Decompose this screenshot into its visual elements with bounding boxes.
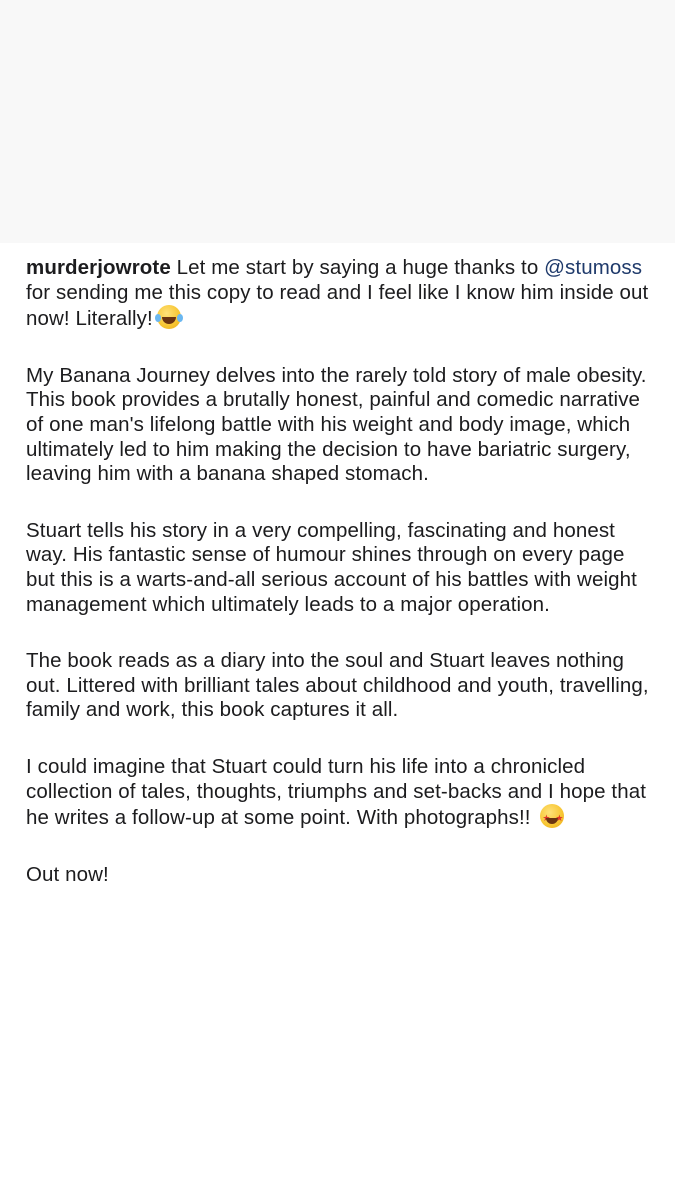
caption-text: for sending me this copy to read and I feel like I know him inside out now! Literally! <box>26 280 649 331</box>
mention-link[interactable]: @stumoss <box>544 256 643 279</box>
caption-paragraph-3: Stuart tells his story in a very compelling, fascinating and honest way. His fantastic sense of humour shines through on every page but this is a warts-and-all serious account of his battles with weight management which ultimately leads to a major operation. <box>26 518 637 616</box>
caption-paragraph-4: The book reads as a diary into the soul and Stuart leaves nothing out. Littered with brilliant tales about childhood and youth, travelling, family and work, this book captures it all. <box>26 649 649 722</box>
caption-paragraph-5 <box>26 755 656 831</box>
caption-text: Let me start by saying a huge thanks to <box>170 256 545 279</box>
caption-paragraph-1 <box>26 256 656 332</box>
caption-paragraph-6: Out now! <box>26 862 109 886</box>
caption-text: I could imagine that Stuart could turn his life into a chronicled collection of tales, thoughts, triumphs and set-backs and I hope that he writes a follow-up at some point. With photographs!! <box>26 754 646 830</box>
image-area-placeholder <box>0 0 675 243</box>
star-struck-icon <box>540 804 564 828</box>
username-link[interactable]: murderjowrote <box>26 256 171 279</box>
post-caption <box>26 256 656 887</box>
caption-paragraph-2: My Banana Journey delves into the rarely told story of male obesity. This book provides a brutally honest, painful and comedic narrative of one man's lifelong battle with his weight and body image, which ultimately led to him making the decision to have bariatric surgery, leaving him with a banana shaped stomach. <box>26 363 647 486</box>
face-with-tears-of-joy-icon <box>157 305 181 329</box>
